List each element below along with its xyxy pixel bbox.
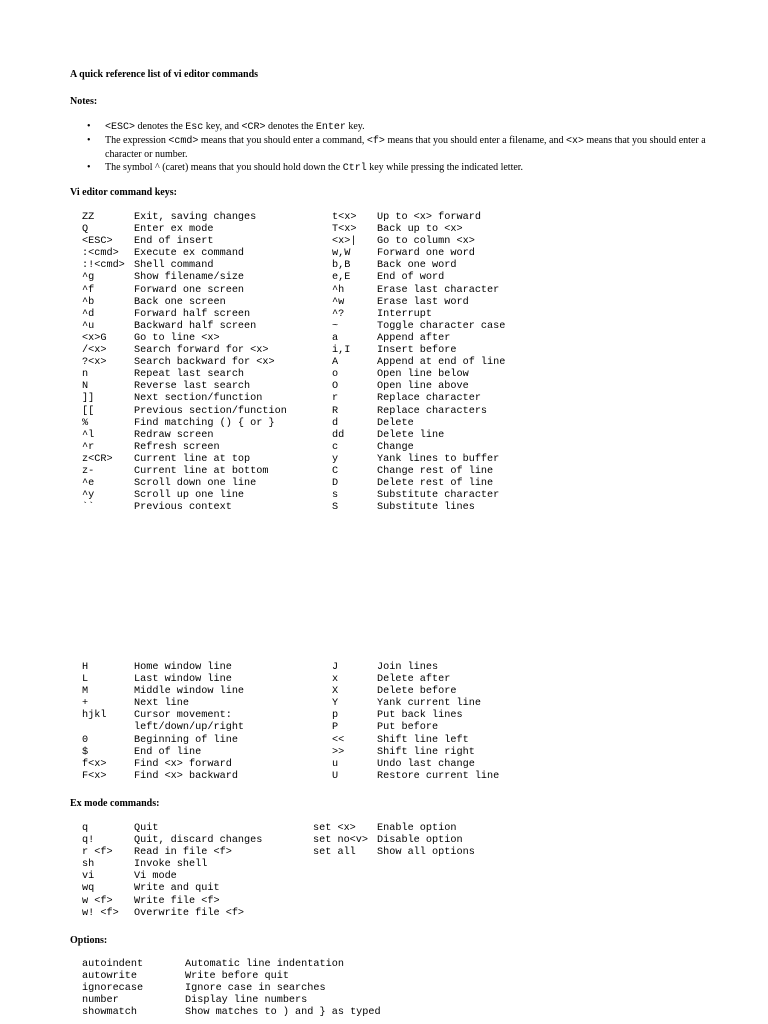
ex-description: Disable option [377, 835, 463, 847]
note-code: <cmd> [168, 136, 199, 147]
command-key: % [82, 417, 89, 429]
command-key: a [332, 332, 339, 344]
command-key: + [82, 698, 89, 710]
command-key: z<CR> [82, 453, 113, 465]
ex-description: Invoke shell [134, 859, 208, 871]
ex-description: Vi mode [134, 871, 177, 883]
command-key: <ESC> [82, 236, 113, 248]
option-description: Show matches to ) and } as typed [185, 1007, 381, 1019]
command-key: ^l [82, 429, 95, 441]
options-heading: Options: [70, 935, 108, 946]
command-description: Execute ex command [134, 248, 245, 260]
ex-description: Read in file <f> [134, 847, 232, 859]
command-key: C [332, 465, 339, 477]
command-key: i,I [332, 345, 351, 357]
command-key: Q [82, 224, 89, 236]
command-description: Substitute lines [377, 502, 475, 514]
command-key: S [332, 502, 339, 514]
command-description: Append at end of line [377, 357, 506, 369]
command-key: e,E [332, 272, 351, 284]
note-text: The symbol ^ (caret) means that you should hold down the [105, 161, 343, 173]
command-key: y [332, 453, 339, 465]
ex-command: set all [313, 847, 356, 859]
command-key: ]] [82, 393, 95, 405]
command-key: x [332, 674, 339, 686]
command-key: >> [332, 746, 345, 758]
command-description: Replace character [377, 393, 481, 405]
command-description: Current line at bottom [134, 465, 269, 477]
command-description: Delete [377, 417, 414, 429]
command-key: T<x> [332, 224, 357, 236]
command-description: Redraw screen [134, 429, 214, 441]
command-description: Change rest of line [377, 465, 494, 477]
command-key: ^h [332, 284, 345, 296]
command-key: /<x> [82, 345, 107, 357]
option-name: autoindent [82, 959, 144, 970]
command-key: ^w [332, 296, 345, 308]
command-description: Beginning of line [134, 734, 238, 746]
ex-command: w <f> [82, 895, 113, 907]
notes-heading: Notes: [70, 96, 98, 107]
command-description: Next line [134, 698, 190, 710]
ex-command: set <x> [313, 823, 356, 834]
command-key: dd [332, 429, 345, 441]
note-code: <ESC> [105, 122, 136, 133]
command-description: Toggle character case [377, 320, 506, 332]
command-description: End of word [377, 272, 445, 284]
command-description: Find <x> backward [134, 770, 238, 782]
note-text: The expression [105, 135, 169, 146]
command-key: ^f [82, 284, 95, 296]
command-description: Yank current line [377, 698, 481, 710]
command-description: Append after [377, 332, 451, 344]
command-key: L [82, 674, 89, 686]
option-name: number [82, 995, 119, 1007]
command-key: X [332, 686, 339, 698]
command-description: Next section/function [134, 393, 263, 405]
note-text: key, and [203, 121, 242, 132]
command-key: O [332, 381, 339, 393]
command-description: Change [377, 441, 414, 453]
command-key: ^d [82, 308, 95, 320]
command-key: M [82, 686, 89, 698]
command-key: J [332, 662, 339, 673]
command-description: Scroll down one line [134, 478, 257, 490]
note-text: means that you should enter a command, [198, 135, 367, 146]
command-description: Search backward for <x> [134, 357, 275, 369]
command-key: ^r [82, 441, 95, 453]
command-description: Exit, saving changes [134, 212, 257, 223]
command-description: Go to column <x> [377, 236, 475, 248]
note-text: key while pressing the indicated letter. [366, 161, 524, 173]
command-key: A [332, 357, 339, 369]
option-description: Write before quit [185, 971, 289, 983]
command-description: Delete before [377, 686, 457, 698]
note-code: <f> [366, 136, 385, 147]
command-key: p [332, 710, 339, 722]
command-key: [[ [82, 405, 95, 417]
command-description: Forward one word [377, 248, 475, 260]
note-code: Esc [185, 122, 204, 133]
command-key: ?<x> [82, 357, 107, 369]
command-key: z- [82, 465, 95, 477]
command-key: ^b [82, 296, 95, 308]
command-key: :!<cmd> [82, 260, 125, 272]
command-keys-heading: Vi editor command keys: [70, 187, 177, 198]
command-key: ^y [82, 490, 95, 502]
command-key: w,W [332, 248, 351, 260]
command-key: << [332, 734, 345, 746]
command-key: f<x> [82, 758, 107, 770]
command-description: Up to <x> forward [377, 212, 481, 223]
ex-command: sh [82, 859, 95, 871]
command-description: Home window line [134, 662, 232, 673]
ex-description: Quit [134, 823, 159, 834]
ex-description: Enable option [377, 823, 457, 834]
command-key: 0 [82, 734, 89, 746]
command-description: Find <x> forward [134, 758, 232, 770]
note-code: <x> [566, 136, 585, 147]
document-title: A quick reference list of vi editor commands [70, 69, 259, 80]
command-description: Delete after [377, 674, 451, 686]
command-key: r [332, 393, 339, 405]
command-key: ^e [82, 478, 95, 490]
command-description: Search forward for <x> [134, 345, 269, 357]
command-description: Shell command [134, 260, 214, 272]
command-description: Open line above [377, 381, 469, 393]
command-key: ^g [82, 272, 95, 284]
command-key: t<x> [332, 212, 357, 223]
command-key: <x>| [332, 236, 357, 248]
command-description: Erase last character [377, 284, 500, 296]
option-description: Display line numbers [185, 995, 308, 1007]
command-key: c [332, 441, 339, 453]
ex-command: q! [82, 835, 95, 847]
command-key: n [82, 369, 89, 381]
command-key: ~ [332, 320, 339, 332]
ex-command: w! <f> [82, 907, 119, 919]
note-text: denotes the [135, 121, 186, 132]
command-description: Cursor movement: [134, 710, 232, 722]
note-text: means that you should enter a character or number. [105, 135, 706, 160]
command-description: Last window line [134, 674, 232, 686]
command-description: Back one word [377, 260, 457, 272]
ex-description: Show all options [377, 847, 475, 859]
command-description: left/down/up/right [134, 722, 245, 734]
command-key: hjkl [82, 710, 107, 722]
ex-description: Quit, discard changes [134, 835, 263, 847]
ex-command: set no<v> [313, 835, 369, 847]
ex-command: q [82, 823, 89, 834]
command-description: Current line at top [134, 453, 251, 465]
command-key: U [332, 770, 339, 782]
command-description: Insert before [377, 345, 457, 357]
command-description: End of insert [134, 236, 214, 248]
command-description: Repeat last search [134, 369, 245, 381]
command-description: Scroll up one line [134, 490, 245, 502]
command-description: Delete rest of line [377, 478, 494, 490]
command-description: Refresh screen [134, 441, 220, 453]
command-key: s [332, 490, 339, 502]
command-description: Find matching () { or } [134, 417, 275, 429]
command-key: H [82, 662, 89, 673]
command-description: Back up to <x> [377, 224, 463, 236]
ex-mode-heading: Ex mode commands: [70, 798, 160, 809]
command-key: ^u [82, 320, 95, 332]
note-code: Enter [315, 122, 346, 133]
command-description: Shift line left [377, 734, 469, 746]
command-description: End of line [134, 746, 202, 758]
command-description: Shift line right [377, 746, 475, 758]
note-code: Ctrl [342, 162, 367, 174]
command-key: d [332, 417, 339, 429]
command-description: Previous context [134, 502, 232, 514]
command-key: <x>G [82, 332, 107, 344]
note-text: denotes the [265, 121, 316, 132]
command-key: F<x> [82, 770, 107, 782]
command-description: Interrupt [377, 308, 433, 320]
command-key: D [332, 478, 339, 490]
command-key: Y [332, 698, 339, 710]
note-text: means that you should enter a filename, and [384, 135, 566, 146]
command-description: Open line below [377, 369, 469, 381]
ex-description: Write and quit [134, 883, 220, 895]
command-key: R [332, 405, 339, 417]
command-description: Enter ex mode [134, 224, 214, 236]
command-description: Previous section/function [134, 405, 287, 417]
command-key: P [332, 722, 339, 734]
note-text: key. [345, 121, 365, 132]
notes-list [70, 121, 710, 176]
command-description: Undo last change [377, 758, 475, 770]
option-description: Automatic line indentation [185, 959, 344, 970]
ex-command: vi [82, 871, 95, 883]
ex-command: wq [82, 883, 95, 895]
ex-command: r <f> [82, 847, 113, 859]
command-key: o [332, 369, 339, 381]
command-description: Delete line [377, 429, 445, 441]
command-key: u [332, 758, 339, 770]
command-description: Yank lines to buffer [377, 453, 500, 465]
ex-description: Overwrite file <f> [134, 907, 245, 919]
option-description: Ignore case in searches [185, 983, 326, 995]
note-item [70, 135, 710, 161]
command-description: Backward half screen [134, 320, 257, 332]
command-description: Restore current line [377, 770, 500, 782]
note-code: <CR> [241, 122, 266, 133]
command-key: ^? [332, 308, 345, 320]
command-key: :<cmd> [82, 248, 119, 260]
command-description: Substitute character [377, 490, 500, 502]
command-key: b,B [332, 260, 351, 272]
option-name: showmatch [82, 1007, 138, 1019]
note-item [70, 162, 710, 176]
command-key: $ [82, 746, 89, 758]
command-description: Middle window line [134, 686, 245, 698]
command-description: Join lines [377, 662, 439, 673]
command-description: Erase last word [377, 296, 469, 308]
command-description: Put before [377, 722, 439, 734]
option-name: ignorecase [82, 983, 144, 995]
command-description: Back one screen [134, 296, 226, 308]
command-description: Go to line <x> [134, 332, 220, 344]
command-description: Show filename/size [134, 272, 245, 284]
command-description: Put back lines [377, 710, 463, 722]
command-description: Reverse last search [134, 381, 251, 393]
command-description: Forward half screen [134, 308, 251, 320]
command-description: Replace characters [377, 405, 488, 417]
command-key: N [82, 381, 89, 393]
command-key: `` [82, 502, 95, 514]
command-description: Forward one screen [134, 284, 245, 296]
ex-description: Write file <f> [134, 895, 220, 907]
note-item [70, 121, 710, 135]
option-name: autowrite [82, 971, 138, 983]
command-key: ZZ [82, 212, 95, 223]
